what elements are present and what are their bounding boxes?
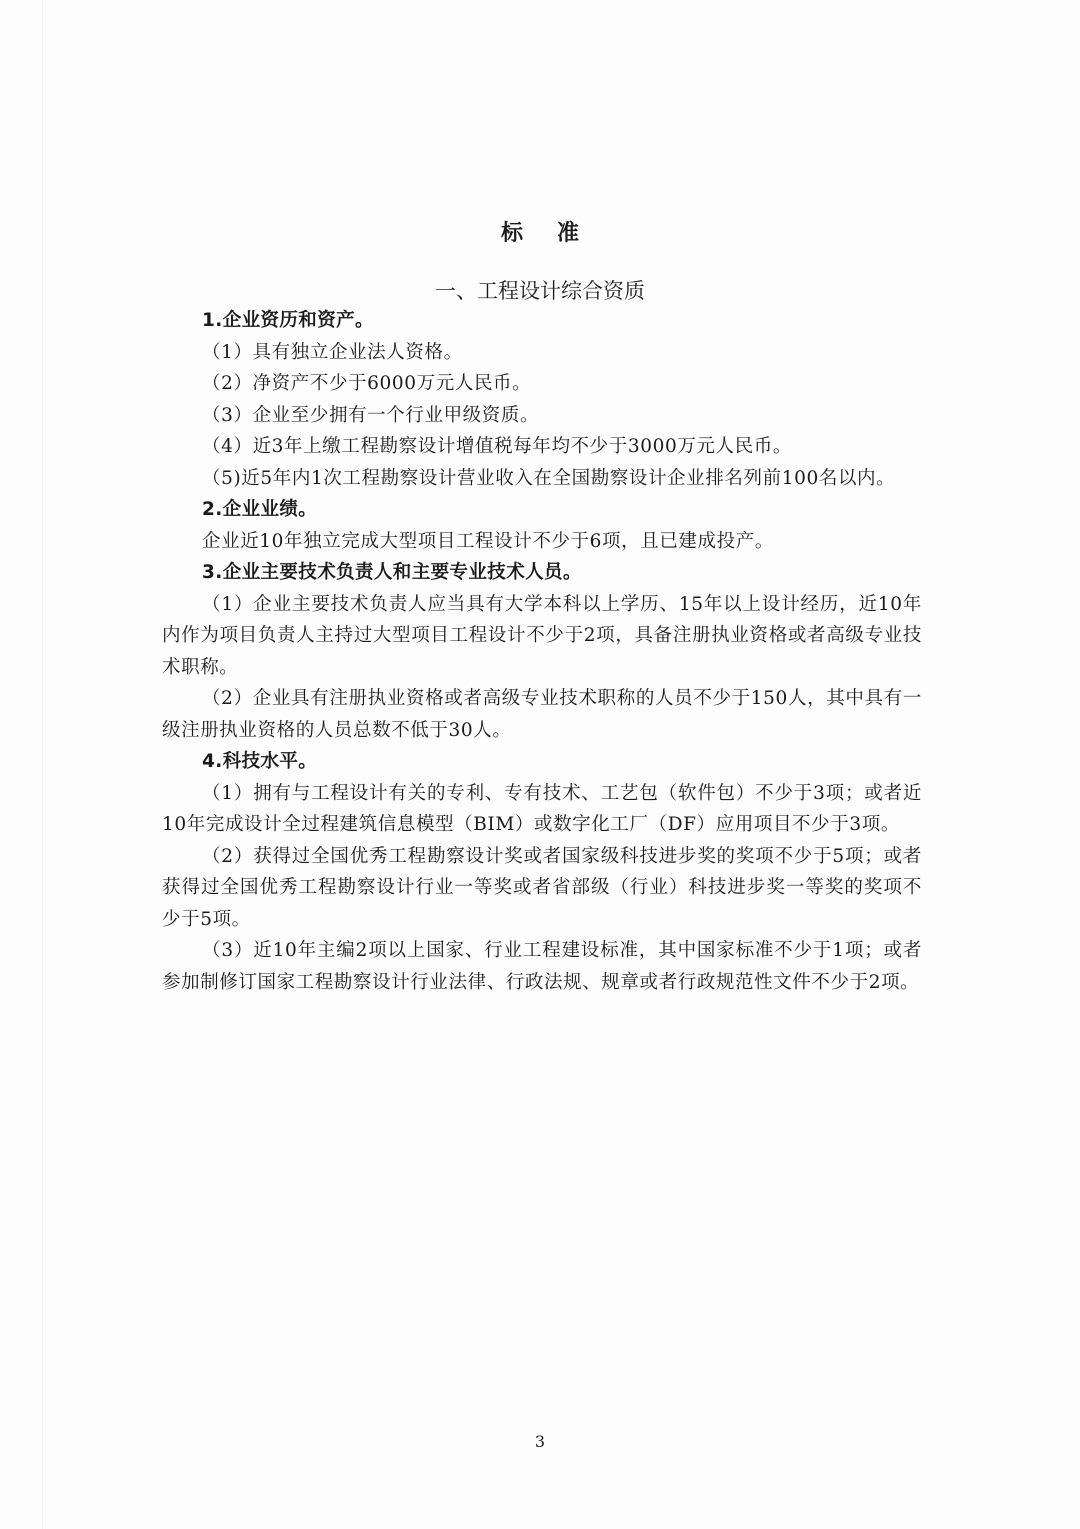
- heading-qualification-assets: 1.企业资历和资产。: [202, 310, 374, 331]
- page-title: 标准: [500, 221, 613, 246]
- paragraph: （3）近10年主编2项以上国家、行业工程建设标准，其中国家标准不少于1项；或者参加制修订国家工程勘察设计行业法律、行政法规、规章或者行政规范性文件不少于2项。: [162, 940, 922, 993]
- heading-technology-level: 4.科技水平。: [202, 751, 318, 772]
- paragraph: （1）具有独立企业法人资格。: [202, 341, 463, 363]
- paragraph: （2）企业具有注册执业资格或者高级专业技术职称的人员不少于150人，其中具有一级注册执业资格的人员总数不低于30人。: [162, 688, 922, 741]
- document-body: [162, 305, 922, 998]
- heading-performance: 2.企业业绩。: [202, 499, 318, 520]
- section-title: 一、工程设计综合资质: [435, 279, 645, 303]
- paragraph: （1）企业主要技术负责人应当具有大学本科以上学历、15年以上设计经历，近10年内作为项目负责人主持过大型项目工程设计不少于2项，具备注册执业资格或者高级专业技术职称。: [162, 593, 922, 678]
- page-number: 3: [534, 1432, 546, 1451]
- paragraph: （5)近5年内1次工程勘察设计营业收入在全国勘察设计企业排名列前100名以内。: [202, 467, 896, 489]
- paragraph: （4）近3年上缴工程勘察设计增值税每年均不少于3000万元人民币。: [202, 436, 792, 457]
- paragraph: 企业近10年独立完成大型项目工程设计不少于6项，且已建成投产。: [202, 530, 774, 552]
- paragraph: （2）净资产不少于6000万元人民币。: [202, 373, 532, 394]
- paragraph: （3）企业至少拥有一个行业甲级资质。: [202, 404, 540, 426]
- heading-personnel: 3.企业主要技术负责人和主要专业技术人员。: [202, 562, 582, 583]
- paragraph: （2）获得过全国优秀工程勘察设计奖或者国家级科技进步奖的奖项不少于5项；或者获得过全国优秀工程勘察设计行业一等奖或者省部级（行业）科技进步奖一等奖的奖项不少于5项。: [162, 845, 922, 930]
- paragraph: （1）拥有与工程设计有关的专利、专有技术、工艺包（软件包）不少于3项；或者近10年完成设计全过程建筑信息模型（BIM）或数字化工厂（DF）应用项目不少于3项。: [162, 782, 922, 835]
